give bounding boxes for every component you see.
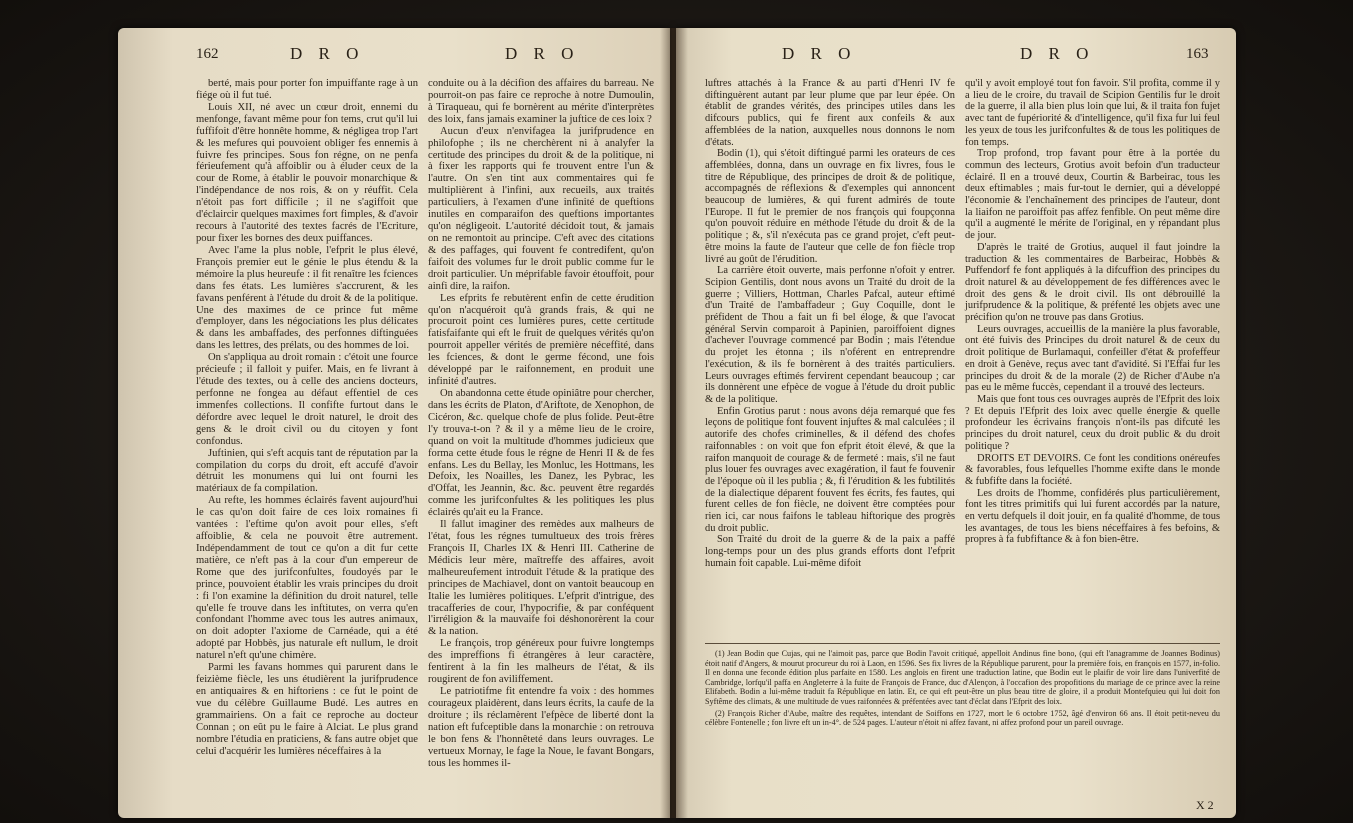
paragraph: Il fallut imaginer des remèdes aux malheurs de l'état, fous les régnes tumultueux des trois frères François II, Charles IX & Henri III. Catherine de Médicis leur mère, maîtreffe des affaires, avoit malheureufement introduit l'étude & la pratique des principes de Machiavel, dont on vantoit beaucoup en Italie les lumières politiques. L'efprit d'intrigue, des tracafferies de cour, l'hypocrifie, & par conféquent l'irréligion & la mauvaife foi déshonorèrent la cour & la nation. [428, 519, 654, 638]
paragraph: Les droits de l'homme, confidérés plus particulièrement, font les titres primitifs qui lui furent accordés par la nature, en vertu defquels il doit jouir, en fa qualité d'homme, de tous les avantages, de tous les biens néceffaires à fes befoins, & propres à fa fubfiftance & à fon bien-être. [965, 487, 1220, 546]
book-gutter [660, 28, 688, 818]
paragraph: DROITS ET DEVOIRS. Ce font les conditions onéreufes & favorables, fous lefquelles l'homme exifte dans le monde & fubfifte dans la fociété. [965, 452, 1220, 487]
right-page-column-1 [705, 78, 955, 570]
left-page-column-1 [196, 78, 418, 758]
footnote: (1) Jean Bodin que Cujas, qui ne l'aimoit pas, parce que Bodin l'avoit critiqué, appelloit Andinus fine bono, (qui eft l'anagramme de Joannes Bodinus) étoit natif d'Angers, & mourut procureur du roi à Laon, en 1596. Ses fix livres de la République parurent, pour la première fois, en françois en 1577, in-folio. Il en donna une feconde édition plus parfaite en 1580. Les anglois en firent une traduction latine, que Bodin eut le plaifir de voir lire dans l'univerfité de Cambridge, lorfqu'il paffa en Angleterre à la fuite de François de France, duc d'Alençon, à l'occafion des propofitions du mariage de ce prince avec la reine Elifabeth. Bodin a lui-même traduit fa République en latin. Et, ce qui eft peut-être un plus beau titre de gloire, il a produit Montefquieu qui lui doit fon Syftême des climats, & une multitude de vues raifonnées & préfentées avec tant d'éclat dans l'Efprit des loix. [705, 649, 1220, 706]
paragraph: Juftinien, qui s'eft acquis tant de réputation par la compilation du corps du droit, eft accufé d'avoir détruit les monumens qui lui ont fourni les matériaux de fa compilation. [196, 447, 418, 495]
left-running-head-outer: D R O [290, 44, 365, 63]
paragraph: qu'il y avoit employé tout fon favoir. S'il profita, comme il y a lieu de le croire, du travail de Scipion Gentilis fur le droit de la guerre, il alla bien plus loin que lui, & il traita fon fujet avec tant de fupériorité & d'intelligence, qu'il fixa fur lui feul les yeux de tous les jurifconfultes & de tous les politiques de fon temps. [965, 78, 1220, 148]
paragraph: berté, mais pour porter fon impuiffante rage à un fiége où il fut tué. [196, 78, 418, 101]
right-running-head-outer: D R O [1020, 44, 1095, 63]
paragraph: Au refte, les hommes éclairés favent aujourd'hui le cas qu'on doit faire de ces loix romaines fi vantées : l'eftime qu'on avoit pour elles, s'eft affoiblie, & cela ne pouvoit être autrement. Indépendamment de tout ce qu'on a dit fur cette matière, ce n'eft pas à la cour d'un empereur de Rome que des jurifconfultes, foudoyés par le prince, pouvoient établir les vrais principes du droit : fi l'on examine la définition du droit naturel, telle qu'elle fe trouve dans les inftitutes, on verra qu'en confondant l'homme avec tous les autres animaux, on doit adopter l'axiome de Carnéade, qui a été adopté par Hobbès, jus naturale eft nullum, le droit naturel n'eft qu'une chimère. [196, 495, 418, 662]
paragraph: On s'appliqua au droit romain : c'étoit une fource précieufe ; il falloit y puifer. Mais, en fe livrant à l'étude des textes, ou à celle des anciens docteurs, perfonne ne fongea au défaut effentiel de ces immenfes collections. Il confifte furtout dans le défordre avec lequel le droit naturel, le droit des gens & le droit civil ou du citoyen y font confondus. [196, 352, 418, 447]
paragraph: Enfin Grotius parut : nous avons déja remarqué que fes leçons de politique font fouvent injuftes & mal calculées ; il autorife des chofes criminelles, & il défend des chofes raifonnables : on voit que fon efprit étoit élevé, & que la raifon manquoit de courage & de fermeté : mais, s'il ne faut plus louer fes ouvrages avec exagération, il faut fe fouvenir de l'époque où il les publia ; &, fi l'érudition & les fubtilités de la dialectique déparent fouvent fes écrits, fes fautes, qui furent celles de fon fiècle, ne doivent être comptées pour rien ici, car nous faifons le tableau hiftorique des progrès du droit public. [705, 405, 955, 534]
paragraph: Bodin (1), qui s'étoit diftingué parmi les orateurs de ces affemblées, donna, dans un ouvrage en fix livres, fous le titre de République, des principes de droit & de politique, accompagnés de réflexions & d'exemples qui annoncent beaucoup de lumières, & qui furent admirés de toute l'Europe. Il fut le premier de nos françois qui foupçonna qu'on pouvoit réduire en méthode l'étude du droit & de la politique ; &, s'il n'exécuta pas ce grand projet, c'eft peut-être moins la faute de l'auteur que celle de fon fiècle trop livré au goût de l'érudition. [705, 148, 955, 265]
right-running-head-inner: D R O [782, 44, 857, 63]
paragraph: Son Traité du droit de la guerre & de la paix a paffé long-temps pour un des plus grands efforts dont l'efprit humain foit capable. Lui-même difoit [705, 534, 955, 569]
signature-mark: X 2 [1196, 798, 1214, 812]
right-page-column-2 [965, 78, 1220, 546]
paragraph: Leurs ouvrages, accueillis de la manière la plus favorable, ont été fuivis des Principes du droit naturel & de ceux du droit politique de Burlamaqui, confeiller d'état & profeffeur en droit à Genève, reçus avec tant d'avidité. Si l'Effai fur les principes du droit & de la morale (2) de Richer d'Aube n'a pas eu le même fuccès, cependant il a trouvé des lecteurs. [965, 323, 1220, 394]
left-page-number: 162 [196, 46, 219, 62]
paragraph: Mais que font tous ces ouvrages auprès de l'Efprit des loix ? Et depuis l'Efprit des loix avec quelle énergie & quelle profondeur les écrivains françois n'ont-ils pas difcuté les principes du droit naturel, ceux du droit public & du droit politique ? [965, 393, 1220, 452]
footnote: (2) François Richer d'Aube, maître des requêtes, intendant de Soiffons en 1727, mort le 6 octobre 1752, âgé d'environ 66 ans. Il étoit petit-neveu du célèbre Fontenelle ; fon livre eft un in-4°. de 524 pages. L'auteur n'étoit ni affez favant, ni affez profond pour un pareil ouvrage. [705, 708, 1220, 728]
paragraph: luftres attachés à la France & au parti d'Henri IV fe diftinguèrent autant par leur plume que par leur épée. On établit de grandes vérités, des principes utiles dans les difcours publics, qui fe firent aux confeils & aux affemblées de la nation, auxquelles nous donnons le nom d'états. [705, 78, 955, 148]
paragraph: La carrière étoit ouverte, mais perfonne n'ofoit y entrer. Scipion Gentilis, dont nous avons un Traité du droit de la guerre ; Villiers, Hottman, Charles Pafcal, auteur eftimé d'un Traité de l'ambaffadeur ; Guy Coquille, dont le préfident de Thou a fait un fi bel éloge, & que l'avocat général Servin comparoit à Papinien, paroiffoient dignes d'achever l'ouvrage commencé par Bodin ; mais l'étendue du projet les étonna ; ils n'oférent en entreprendre l'exécution, & ils fe bornèrent à des traités particuliers. Leurs ouvrages eftimés fervirent cependant beaucoup ; car ils donnèrent une efpèce de vogue à l'étude du droit public & de la politique. [705, 265, 955, 405]
paragraph: conduite ou à la décifion des affaires du barreau. Ne pourroit-on pas faire ce reproche à notre Dumoulin, à Tiraqueau, qui fe bornèrent au mérite d'interprètes des loix, fans jamais examiner la juftice de ces loix ? [428, 78, 654, 125]
paragraph: Louis XII, né avec un cœur droit, ennemi du menfonge, favant même pour fon tems, crut qu'il lui fuffifoit d'être honnête homme, & négligea trop l'art & les mefures qui pouvoient obliger fes ennemis à fuivre fes principes. Sous fon régne, on ne penfa férieufement qu'à affoiblir ou à éluder ceux de la cour de Rome, à établir le pouvoir monarchique & l'indépendance de nos rois, & on y réuffit. Cela n'étoit pas fort difficile ; il ne s'agiffoit que d'éclaircir quelques maximes fort fimples, & d'avoir recours à l'autorité des textes facrés de l'Ecriture, pour fixer les bornes des deux puiffances. [196, 101, 418, 244]
paragraph: Le françois, trop généreux pour fuivre longtemps des impreffions fi étrangères à leur caractère, fentirent à la fin les malheurs de l'état, & ils rougirent de fon aviliffement. [428, 638, 654, 686]
paragraph: Parmi les favans hommes qui parurent dans le feizième fiècle, les uns étudièrent la jurifprudence en antiquaires & en hiftoriens : ce fut le point de vue du célèbre Guillaume Budé. Les autres en grammairiens. On a fait ce reproche au docteur Connan ; on eût pu le faire à Alciat. Le plus grand nombre l'étudia en praticiens, & fans autre objet que celui d'acquérir les lumières néceffaires à la [196, 662, 418, 757]
paragraph: D'après le traité de Grotius, auquel il faut joindre la traduction & les commentaires de Barbeirac, Hobbès & Puffendorf fe font appliqués à la difcuffion des principes du droit naturel & au développement de fes différences avec le droit des gens & le droit civil. Ils ont débrouillé la jurifprudence & la politique, & préfenté les objets avec une précifion qu'on ne trouve pas dans Grotius. [965, 241, 1220, 324]
paragraph: Trop profond, trop favant pour être à la portée du commun des lecteurs, Grotius avoit befoin d'un traducteur éclairé. Il en a trouvé deux, Courtin & Barbeirac, tous les deux eftimables ; mais fur-tout le dernier, qui a développé l'économie & l'enchaînement des principes de l'auteur, dont la liaifon ne paroiffoit pas affez fenfible. On peut même dire qu'il a augmenté le mérite de l'original, en y répandant plus de jour. [965, 148, 1220, 242]
left-page-column-2 [428, 78, 654, 769]
paragraph: Le patriotifme fit entendre fa voix : des hommes courageux plaidèrent, dans leurs écrits, la caufe de la droiture ; ils réclamèrent l'efpèce de liberté dont la nation eft fufceptible dans la monarchie : on retrouva le bon fens & l'honnêteté dans leurs ouvrages. Le vertueux Mornay, le fage la Noue, le favant Bongars, tous les hommes il- [428, 686, 654, 769]
paragraph: Avec l'ame la plus noble, l'efprit le plus élevé, François premier eut le génie le plus étendu & la mémoire la plus heureufe : il fit renaître les fciences dans fes états. Les lumières s'accrurent, & les favans penférent à l'étude du droit & de la politique. Une des maximes de ce prince fut même d'employer, dans les négociations les plus délicates & dans les ambaffades, des perfonnes diftinguées dans les lettres, des prélats, ou des hommes de loi. [196, 244, 418, 352]
right-page-number: 163 [1186, 46, 1209, 62]
left-running-head-inner: D R O [505, 44, 580, 63]
paragraph: On abandonna cette étude opiniâtre pour chercher, dans les écrits de Platon, d'Ariftote, de Xenophon, de Cicéron, &c. quelque chofe de plus folide. Peut-être l'y trouva-t-on ? & il y a même lieu de le croire, quand on voit la multitude d'hommes judicieux que forma cette étude fous le régne de Henri II & de fes enfans. Les du Bellay, les Monluc, les Hottmans, les Defoix, les Noailles, les Danez, les Pybrac, les d'Offat, les Jeannin, &c. &c. peuvent être regardés comme les jurifconfultes & les politiques les plus éclairés qu'ait eu la France. [428, 387, 654, 519]
paragraph: Les efprits fe rebutèrent enfin de cette érudition qu'on n'acquéroit qu'à grands frais, & qui ne procuroit point ces lumières pures, cette certitude fatisfaifante qui eft le fruit de quelques vérités qu'on pourroit appeller vérités de première néceffité, dans les fciences, & dont le germe fécond, une fois développé par le raifonnement, en produit une infinité d'autres. [428, 292, 654, 388]
paragraph: Aucun d'eux n'envifagea la jurifprudence en philofophe ; ils ne cherchèrent ni à analyfer la certitude des principes du droit & de la politique, ni à fixer les rapports qui fe trouvent entre l'un & l'autre. On s'en tint aux commentaires qui fe multiplièrent à l'infini, aux recueils, aux traités particuliers, à l'examen d'une infinité de queftions inutiles en comparaifon des queftions importantes qu'on négligeoit. L'autorité décidoit tout, & jamais on ne remontoit au principe. C'eft avec des citations & des paffages, qui fouvent fe contredifent, qu'on faifoit des volumes fur le droit public comme fur le droit particulier. Un méprifable favoir étouffoit, pour ainfi dire, la raifon. [428, 125, 654, 292]
footnotes [705, 643, 1220, 730]
